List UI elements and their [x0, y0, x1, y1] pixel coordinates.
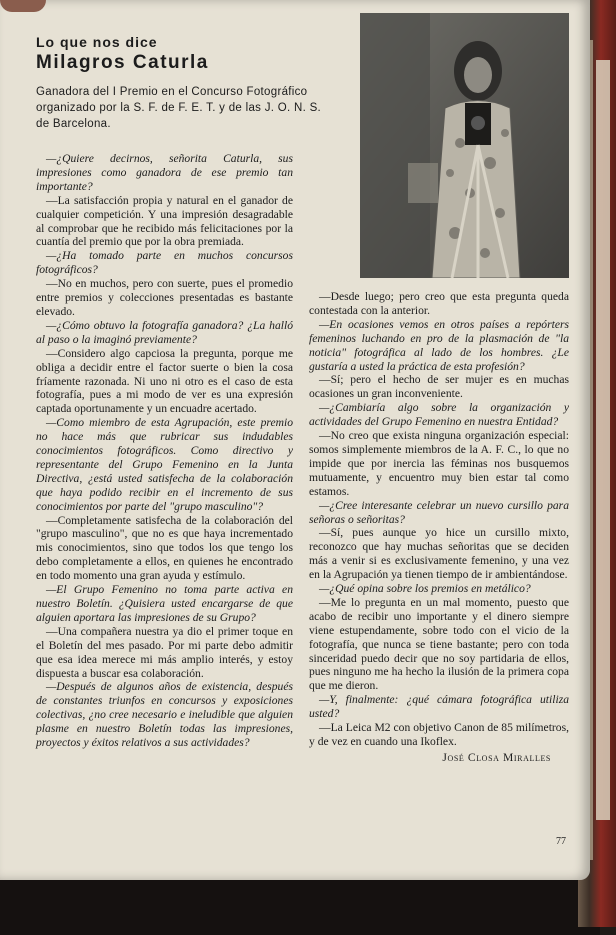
interview-question: —Después de algunos años de existencia, después de constantes triunfos en concursos y exposiciones colectivas, ¿no cree necesario e ineludible que alguien plasme en nuestro Boletín todas las impresiones, proyectos y éxitos relativos a sus actividades?	[36, 680, 293, 750]
interview-answer: —Desde luego; pero creo que esta pregunta queda contestada con la anterior.	[309, 290, 569, 317]
interview-answer: —La Leica M2 con objetivo Canon de 85 milímetros, y de vez en cuando una Ikoflex.	[309, 721, 569, 748]
article-column-right	[309, 290, 569, 765]
interview-question: —El Grupo Femenino no toma parte activa en nuestro Boletín. ¿Quisiera usted encargarse de que alguien aportara las impresiones de su Grupo?	[36, 583, 293, 624]
interview-question: —En ocasiones vemos en otros países a repórters femeninos luchando en pro de la plasmación de "la noticia" fotográfica al lado de los hombres. ¿Le gustaría a usted la práctica de esta profesión?	[309, 317, 569, 373]
interview-answer: —Completamente satisfecha de la colaboración del "grupo masculino", que no es que haya incrementado mis conocimientos, sino que todos los que tengo los debo completamente a ellos, en quienes he encontrado en todo momento una gran ayuda y estímulo.	[36, 513, 293, 583]
interview-answer: —Me lo pregunta en un mal momento, puesto que acabo de recibir uno importante y el dinero siempre viene estupendamente, sobre todo con el vicio de la fotografía, que nunca se tiene bastante; pero con toda sinceridad puedo decir que no soy partidaria de ellos, pues ninguno me ha hecho la ilusión de la primera copa que me dieron.	[309, 595, 569, 693]
interview-question: —¿Cree interesante celebrar un nuevo cursillo para señoras o señoritas?	[309, 498, 569, 526]
article-header	[36, 34, 336, 132]
interview-answer: —No creo que exista ninguna organización especial: somos simplemente miembros de la A. F. C., lo que no impide que por inercia las féminas nos busquemos mutuamente, y encuentro muy bien estar tal como estamos.	[309, 429, 569, 498]
interview-question: —Como miembro de esta Agrupación, este premio no hace más que rubricar sus indudables conocimientos fotográficos. Como directivo y representante del Grupo Femenino en la Junta Directiva, ¿está usted satisfecha de la colaboración que haya podido recibir en el incremento de sus conocimientos por parte del "grupo masculino"?	[36, 416, 293, 513]
article-subtitle: Ganadora del I Premio en el Concurso Fotográfico organizado por la S. F. de F. E. T. y de las J. O. N. S. de Barcelona.	[36, 86, 322, 130]
desk-background	[0, 875, 600, 935]
interview-question: —Y, finalmente: ¿qué cámara fotográfica utiliza usted?	[309, 693, 569, 721]
interview-answer: —Considero algo capciosa la pregunta, porque me obliga a decidir entre el factor suerte o bien la cosa fríamente razonada. Ni uno ni otro es el caso de esta fotografía, pues a mi modo de ver es una expresión captada oportunamente y un encuadre acertado.	[36, 346, 293, 416]
interview-answer: —Una compañera nuestra ya dio el primer toque en el Boletín del mes pasado. Por mi parte debo admitir que esa idea merece mi más amplio interés, y estoy dispuesta a buscar esa colaboración.	[36, 624, 293, 680]
page-number: 77	[556, 836, 566, 847]
interview-question: —¿Cómo obtuvo la fotografía ganadora? ¿La halló al paso o la imaginó previamente?	[36, 318, 293, 346]
interview-question: —¿Qué opina sobre los premios en metálico?	[319, 582, 531, 596]
interview-answer: —Sí, pues aunque yo hice un cursillo mixto, reconozco que hay muchas señoritas que se deciden más a venir si es exclusivamente femenino, y una vez en la Agrupación ya tienen tiempo de ir ambientándose.	[309, 526, 569, 582]
article-title: Milagros Caturla	[36, 52, 209, 73]
interview-answer: —No en muchos, pero con suerte, pues el promedio entre premios y colecciones presentadas es bastante elevado.	[36, 277, 293, 318]
interview-question: —¿Quiere decirnos, señorita Caturla, sus impresiones como ganadora de ese premio tan importante?	[36, 152, 293, 193]
photograph-woman-with-camera	[360, 13, 569, 278]
interview-question: —¿Cambiaría algo sobre la organización y actividades del Grupo Femenino en nuestra Entidad?	[309, 401, 569, 429]
interview-question: —¿Ha tomado parte en muchos concursos fotográficos?	[36, 249, 293, 277]
article-column-left	[36, 152, 293, 750]
author-signature: José Closa Miralles	[442, 750, 551, 764]
thumb	[0, 0, 46, 12]
interview-answer: —La satisfacción propia y natural en el ganador de cualquier competición. Y una impresión desagradable al comprobar que he recibido más felicitaciones por la cuantía del premio que por la obra premiada.	[36, 193, 293, 249]
interview-answer: —Sí; pero el hecho de ser mujer es en muchas ocasiones un gran inconveniente.	[309, 373, 569, 401]
photo-illustration	[360, 13, 569, 278]
adjacent-page-edge	[596, 60, 610, 820]
column-right-text	[309, 290, 569, 749]
article-kicker: Lo que nos dice	[36, 34, 158, 50]
